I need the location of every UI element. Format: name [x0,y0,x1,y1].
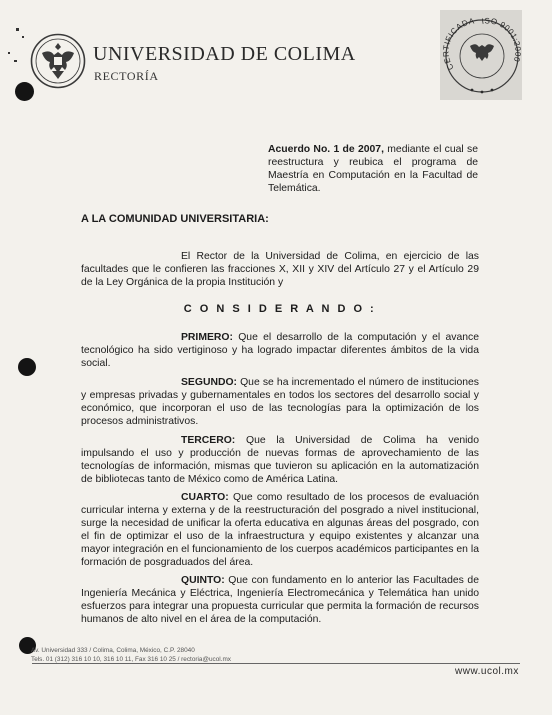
footer-divider [32,663,520,664]
paragraph-tercero [81,434,479,486]
university-seal-logo [30,33,86,89]
paragraph-text: Que la Universidad de Colima ha venido impulsando el uso y producción de nuevas formas de aprovechamiento de las tecnologías de información, mismas que tuvieron su aplicación en la automatización de bibliotecas tanto de México como de América Latina. [81,435,479,485]
footer-address: Av. Universidad 333 / Colima, Colima, México, C.P. 28040 [31,647,195,654]
paragraph-label: CUARTO: [181,492,229,503]
scan-speck [14,60,17,62]
paragraph-cuarto [81,491,479,569]
paragraph-label: QUINTO: [181,575,225,586]
paragraph-text: Que como resultado de los procesos de evaluación curricular interna y externa y de la reestructuración del posgrado a nivel institucional, surge la necesidad de unificar la oferta educativa en algunas áreas del posgrado, con el fin de optimizar el uso de la infraestructura y equipo existentes y alcanzar una mayor integración en el funcionamiento de los cuerpos académicos participantes en la formación de posgraduados del área. [81,492,479,568]
considerando-heading: C O N S I D E R A N D O : [183,303,377,315]
paragraph-text: Que el desarrollo de la computación y el avance tecnológico ha sido vertiginoso y ha logrado impactar diferentes ámbitos de la vida social. [81,332,479,369]
punch-hole-mark [18,358,36,376]
agreement-summary [268,143,478,195]
certification-arc-left: CERTIFICADA [441,16,476,72]
agreement-title: Acuerdo No. 1 de 2007, [268,144,384,155]
certification-arc-right: ISO 9001:2000 [480,16,522,64]
intro-paragraph: El Rector de la Universidad de Colima, en ejercicio de las facultades que le confieren las fracciones X, XII y XIV del Artículo 27 y el Artículo 29 de la Ley Orgánica de la propia Institución y [81,251,479,288]
paragraph-text: Que con fundamento en lo anterior las Facultades de Ingeniería Mecánica y Eléctrica, Ingeniería Electromecánica y Telemática han unido esfuerzos para integrar una propuesta curricular que permita la formación de recursos humanos de alto nivel en el área de la computación. [81,575,479,625]
scan-speck [22,36,24,38]
paragraph-primero [81,331,479,370]
paragraph-segundo [81,376,479,428]
paragraph-label: TERCERO: [181,435,236,446]
university-name: UNIVERSIDAD DE COLIMA [93,43,356,65]
paragraph-label: PRIMERO: [181,332,233,343]
office-name: RECTORÍA [94,69,159,83]
footer-website: www.ucol.mx [455,666,519,677]
scan-speck [16,28,19,31]
footer-phones: Tels. 01 (312) 316 10 10, 316 10 11, Fax 316 10 25 / rectoria@ucol.mx [31,656,231,663]
iso-certification-seal [440,10,522,100]
scan-speck [8,52,10,54]
paragraph-text: Que se ha incrementado el número de instituciones y empresas privadas y gubernamentales en todos los sectores del desarrollo social y económico, que incorporan el uso de las tecnologías para la optimización de los procesos administrativos. [81,377,479,427]
salutation: A LA COMUNIDAD UNIVERSITARIA: [81,213,269,225]
footer-address-block [31,646,231,664]
paragraph-label: SEGUNDO: [181,377,237,388]
paragraph-quinto [81,574,479,626]
agreement-summary-text: mediante el cual se reestructura y reubica el programa de Maestría en Computación en la Facultad de Telemática. [268,144,479,194]
